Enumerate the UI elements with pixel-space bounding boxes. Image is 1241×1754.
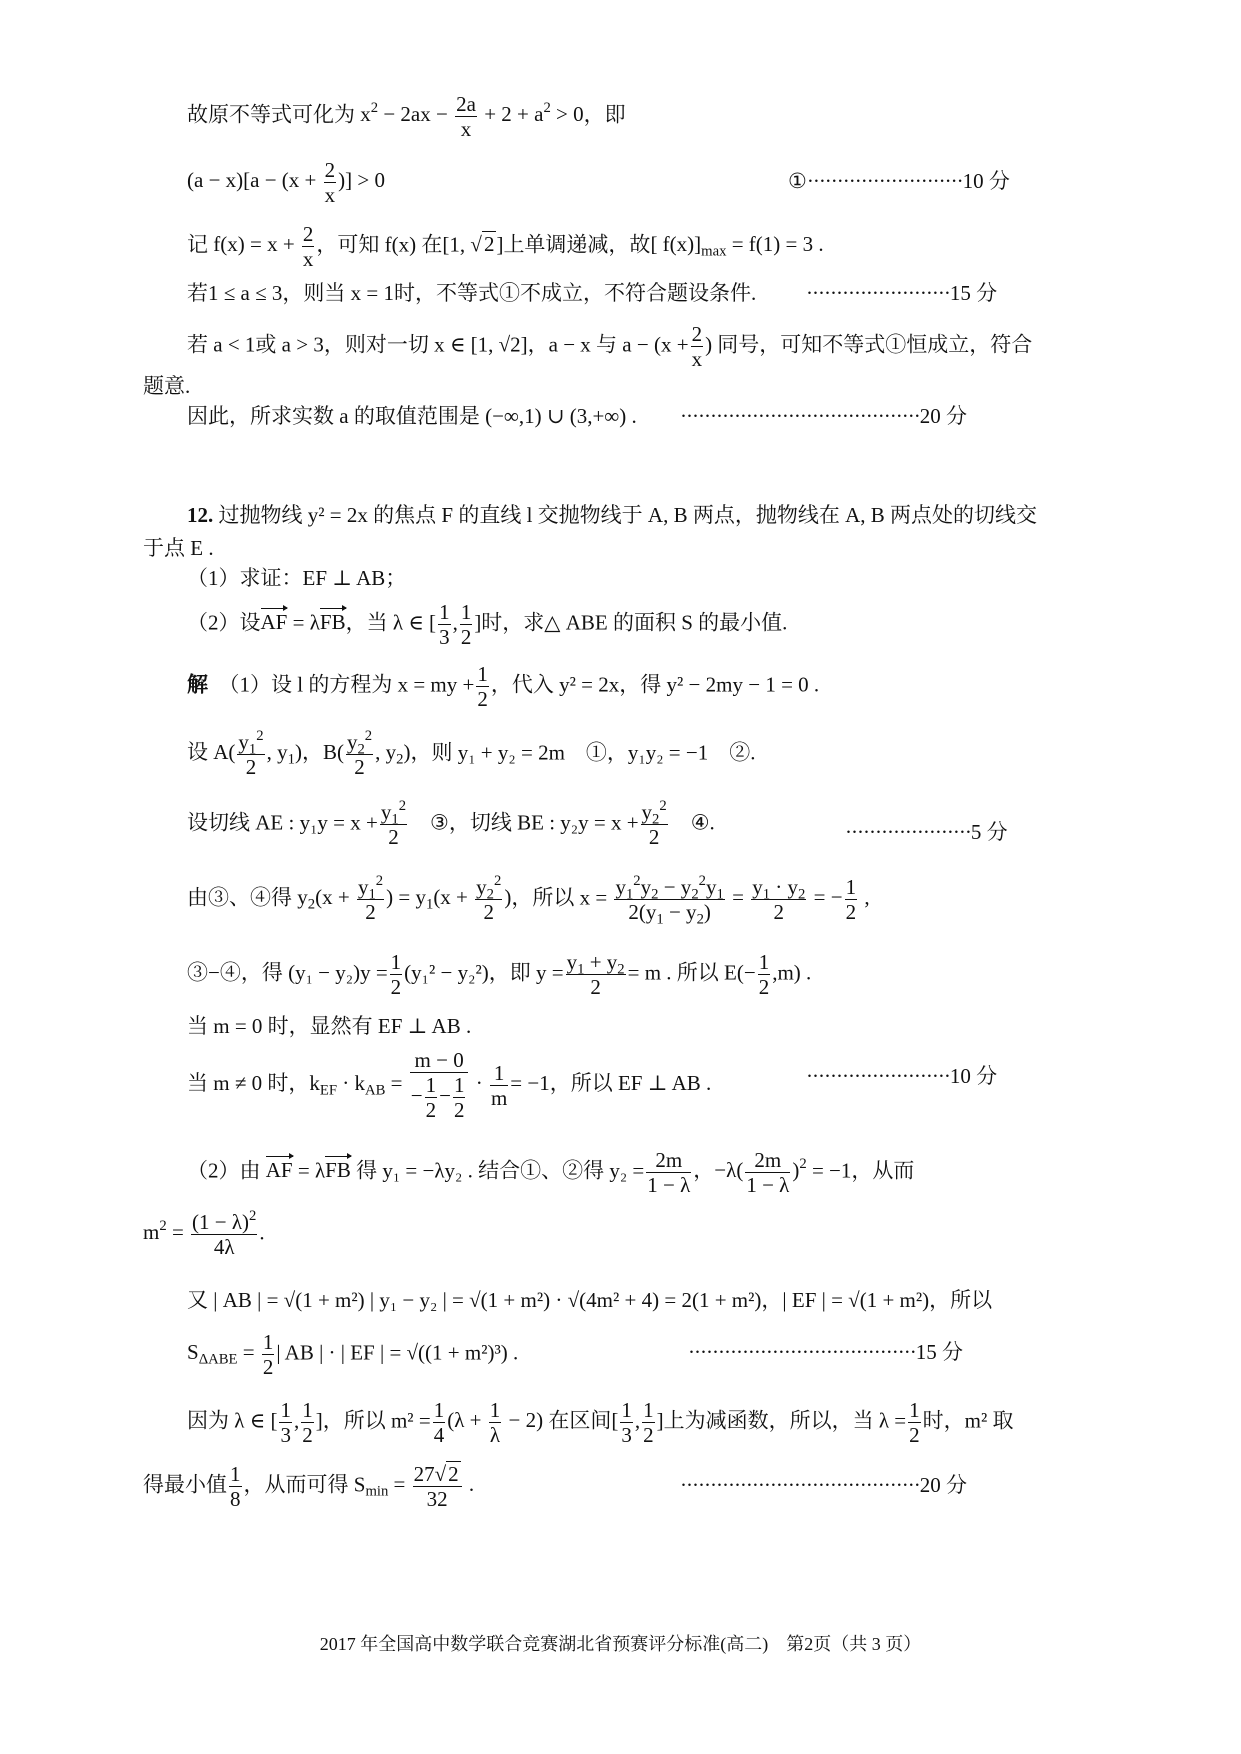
text: ]上为减函数，所以，当 λ = — [656, 1408, 907, 1433]
text: 由③、④得 — [187, 885, 292, 910]
dot-leader: ········································ — [680, 404, 920, 428]
solution-line-11: $S_{\Delta ABE}$ = $\frac{1}{2}$ | AB | · | EF | = √((1 + m²)³) . — [187, 1330, 519, 1380]
text: ④. — [690, 810, 715, 835]
score: 15 分 — [949, 281, 998, 305]
prev-line-3: 记 f(x) = x + $\frac{2}{x}$ ，可知 f(x) 在[1, √2]上单调递减，故[ $f(x)]_{max} = f(1) = 3$ . — [187, 222, 824, 272]
problem-12-part2: （2）设AF = λFB，当 λ ∈ [ $\frac{1}{3}$ , $\frac{1}{2}$ ]时，求△ ABE 的面积 S 的最小值. — [187, 600, 788, 650]
math: (a − x)[a − (x + $\frac{2}{x}$ )] > 0 — [187, 158, 385, 208]
text: = m . 所以 E(− — [627, 960, 756, 985]
text: 时，m² 取 — [922, 1408, 1014, 1433]
text: 得最小值 — [143, 1472, 227, 1497]
prev-line-6 — [143, 376, 190, 397]
text: (y₁² − y₂²)，即 y = — [404, 960, 564, 985]
score-20-b — [680, 1475, 967, 1496]
text: 当 m = 0 时，显然有 EF ⊥ AB . — [187, 1014, 472, 1038]
score-10-b — [806, 1066, 997, 1087]
text: 因此，所求实数 a 的取值范围是 (−∞,1) ∪ (3,+∞) . — [187, 404, 637, 428]
text: （1）求证：EF ⊥ AB； — [187, 566, 407, 590]
solution-line-12: 因为 λ ∈ [ $\frac{1}{3}$ , $\frac{1}{2}$ ]，所以 m² = $\frac{1}{4}$ (λ + $\frac{1}{\lambda}$ − 2) 在区间[ $\frac{1}{3}$ , $\frac{1}{2}$ ]上为减函数，所以，当 λ = $\frac{1}{2}$ 时，m² 取 — [187, 1398, 1014, 1448]
solution-line-3: 设切线 AE : y₁y = x + $\frac{y_1^2}{2}$ ③，切线 BE : y₂y = x + $\frac{y_2^2}{2}$ ④. — [187, 798, 715, 850]
text: 在区间[ — [548, 1408, 619, 1433]
text: ③，切线 BE : y₂y = x + — [430, 810, 639, 835]
score: 20 分 — [919, 1473, 967, 1497]
text: 于点 E . — [143, 536, 214, 560]
text: ，可知 — [316, 232, 380, 257]
score: 5 分 — [970, 820, 1008, 844]
marker: ① — [788, 169, 807, 193]
text: ]，所以 m² = — [315, 1408, 431, 1433]
dot-leader: ························ — [806, 281, 950, 305]
score: 10 分 — [949, 1064, 998, 1088]
score-20-a — [680, 406, 967, 427]
score-10-marker-1 — [788, 171, 1010, 192]
solution-label: 解 — [187, 672, 208, 697]
text: | AB | · | EF | = √((1 + m²)³) . — [276, 1340, 519, 1365]
text: （1）设 l 的方程为 x = my + — [218, 672, 475, 697]
text: ，即 — [583, 102, 626, 127]
score: 15 分 — [915, 1340, 963, 1364]
text: = −1，从而 — [811, 1158, 915, 1183]
text: ③−④，得 (y₁ − y₂)y = — [187, 960, 388, 985]
solution-line-13: 得最小值 $\frac{1}{8}$ ，从而可得 $S_{min}$ = $\frac{27√2}{32}$ . — [143, 1462, 475, 1512]
text: ，代入 y² = 2x，得 y² − 2my − 1 = 0 . — [490, 672, 820, 697]
text: ，当 λ ∈ [ — [345, 610, 437, 635]
text: 则 y₁ + y₂ = 2m ①，y₁y₂ = −1 ②. — [431, 740, 756, 765]
score: 20 分 — [919, 404, 967, 428]
text: 过抛物线 y² = 2x 的焦点 F 的直线 l 交抛物线于 A, B 两点，抛物线在 A, B 两点处的切线交 — [218, 503, 1037, 527]
text: ) 同号，可知不等式①恒成立，符合 — [705, 332, 1033, 357]
text: 设切线 AE : y₁y = x + — [187, 810, 378, 835]
dot-leader: ························ — [806, 1064, 950, 1088]
solution-line-10 — [187, 1290, 992, 1311]
score-15-a — [806, 283, 997, 304]
prev-line-7 — [187, 406, 637, 427]
solution-line-9: $m^2$ = $\frac{(1 - \lambda)^2}{4\lambda}$ . — [143, 1208, 265, 1260]
solution-line-4: 由③、④得 $y_2(x$ + $\frac{y_1^2}{2}$ ) = $y_1(x$ + $\frac{y_2^2}{2}$ )，所以 x = $\frac{y_1^2y_2 - y_2^2y_1}{2(y_1 - y_2)}$ = $\frac{y_1 \cdot y_2}{2}$ = − $\frac{1}{2}$ , — [187, 873, 870, 928]
text: 若 a < 1或 a > 3，则对一切 x ∈ [1, √2]，a − x 与 a − (x + — [187, 332, 689, 357]
dot-leader: ······································ — [688, 1340, 916, 1364]
problem-12-part1 — [187, 568, 406, 589]
solution-line-6 — [187, 1016, 471, 1037]
problem-12-stem-2 — [143, 538, 214, 559]
prev-line-2 — [187, 158, 385, 207]
text: 故原不等式可化为 — [187, 102, 355, 127]
text: ，从而可得 S — [243, 1472, 366, 1497]
prev-line-4 — [187, 283, 756, 304]
page-footer: 2017 年全国高中数学联合竞赛湖北省预赛评分标准(高二) 第2页（共 3 页） — [319, 1634, 922, 1654]
score-5 — [845, 822, 1008, 843]
solution-line-8: （2）由 AF = λFB 得 y₁ = −λy₂ . 结合①、②得 y₂ = $\frac{2m}{1 - \lambda}$ ，−λ( $\frac{2m}{1 - \lambda}$ )$^2$ = −1，从而 — [187, 1148, 915, 1198]
text: 又 | AB | = √(1 + m²) | y₁ − y₂ | = √(1 + m²) · √(4m² + 4) = 2(1 + m²)，| EF | = √(1 + m²)，所以 — [187, 1288, 993, 1312]
solution-line-2: 设 A( $\frac{y_1^2}{2}$ , $y_1$)，B( $\frac{y_2^2}{2}$ , $y_2$)，则 y₁ + y₂ = 2m ①，y₁y₂ = −1 ②. — [187, 728, 756, 780]
text: ，所以 x = — [511, 885, 608, 910]
text: 若1 ≤ a ≤ 3，则当 x = 1时，不等式①不成立，不符合题设条件. — [187, 281, 757, 305]
text: 在 — [421, 232, 443, 257]
text: 得 y₁ = −λy₂ . 结合①、②得 y₂ = — [356, 1158, 645, 1183]
text: ]时，求△ ABE 的面积 S 的最小值. — [474, 610, 788, 635]
text: 上单调递减，故 — [503, 232, 651, 257]
score: 10 分 — [962, 169, 1010, 193]
solution-line-1: 解 （1）设 l 的方程为 x = my + $\frac{1}{2}$ ，代入 y² = 2x，得 y² − 2my − 1 = 0 . — [187, 662, 820, 712]
dot-leader: ····················· — [845, 820, 971, 844]
text: 当 m ≠ 0 时，k — [187, 1071, 320, 1096]
dot-leader: ·························· — [806, 169, 963, 193]
text: . — [259, 1220, 265, 1245]
text: 因为 λ ∈ [ — [187, 1408, 278, 1433]
text: = −1，所以 EF ⊥ AB . — [510, 1071, 712, 1096]
score-15-b — [688, 1342, 963, 1363]
text: 题意. — [143, 374, 191, 398]
problem-12-stem — [187, 505, 1037, 526]
text: （2）设 — [187, 610, 261, 635]
dot-leader: ········································ — [680, 1473, 920, 1497]
prev-line-1 — [187, 92, 626, 141]
text: ,m) . — [772, 960, 812, 985]
text: （2）由 — [187, 1158, 261, 1183]
problem-number: 12. — [187, 503, 214, 527]
solution-line-5: ③−④，得 (y₁ − y₂)y = $\frac{1}{2}$ (y₁² − y₂²)，即 y = $\frac{y_1 + y_2}{2}$ = m . 所以 E(− $\frac{1}{2}$ ,m) . — [187, 950, 812, 1000]
text: 记 — [187, 232, 208, 257]
math: f(x) = x + $\frac{2}{x}$ — [208, 222, 314, 272]
prev-line-5: 若 a < 1或 a > 3，则对一切 x ∈ [1, √2]，a − x 与 a − (x + $\frac{2}{x}$ ) 同号，可知不等式①恒成立，符合 — [187, 322, 1033, 372]
solution-line-7: 当 m ≠ 0 时，$k_{EF} \cdot k_{AB}$ = m − 0 − $\frac{1}{2}$ − $\frac{1}{2}$ · $\frac{1}{m}$ = −1，所以 EF ⊥ AB . — [187, 1048, 712, 1123]
math: $x^2 - 2ax$ − $\frac{2a}{x}$ + $2 + a^2 > 0$ — [355, 92, 584, 142]
